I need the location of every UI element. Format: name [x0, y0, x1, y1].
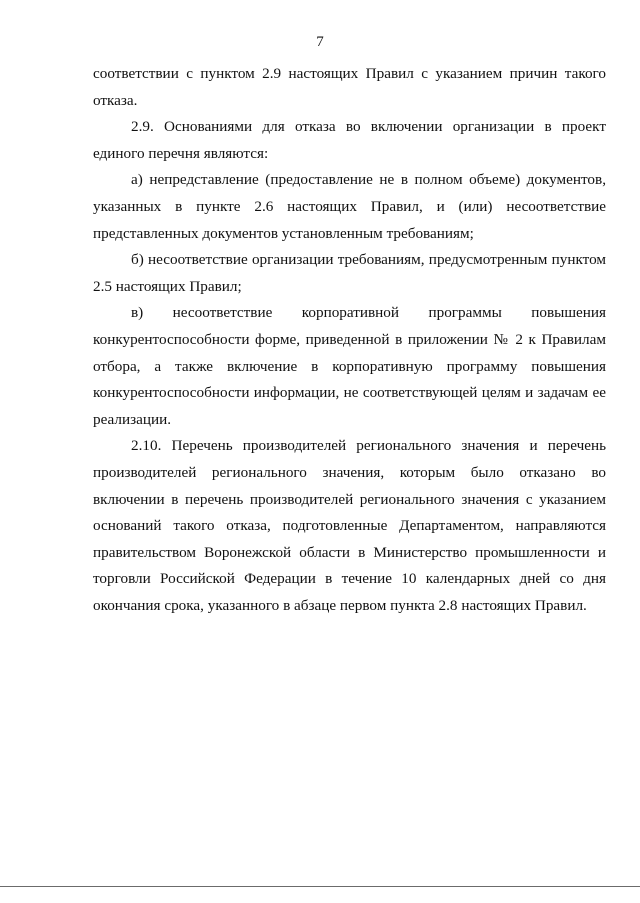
page-bottom-rule — [0, 886, 640, 887]
paragraph-clause-2-9-a: а) непредставление (предоставление не в полном объеме) документов, указанных в пункте 2.6 настоящих Правил, и (или) несоответствие представленных документов установленным требованиям; — [93, 171, 606, 242]
paragraph-clause-2-9-b: б) несоответствие организации требованиям, предусмотренным пунктом 2.5 настоящих Правил; — [93, 251, 606, 295]
paragraph-clause-2-10: 2.10. Перечень производителей регионального значения и перечень производителей регионального значения, которым было отказано во включении в перечень производителей регионального значения с указанием оснований такого отказа, подготовленные Департаментом, направляются правительством Воронежской области в Министерство промышленности и торговли Российской Федерации в течение 10 календарных дней со дня окончания срока, указанного в абзаце первом пункта 2.8 настоящих Правил. — [93, 437, 606, 614]
paragraph-clause-2-9: 2.9. Основаниями для отказа во включении организации в проект единого перечня являются: — [93, 118, 606, 162]
paragraph-continuation: соответствии с пунктом 2.9 настоящих Правил с указанием причин такого отказа. — [93, 65, 606, 109]
document-body — [93, 61, 606, 619]
paragraph-clause-2-9-v: в) несоответствие корпоративной программы повышения конкурентоспособности форме, приведенной в приложении № 2 к Правилам отбора, а также включение в корпоративную программу повышения конкурентоспособности информации, не соответствующей целям и задачам ее реализации. — [93, 304, 606, 428]
page-number: 7 — [316, 34, 324, 50]
